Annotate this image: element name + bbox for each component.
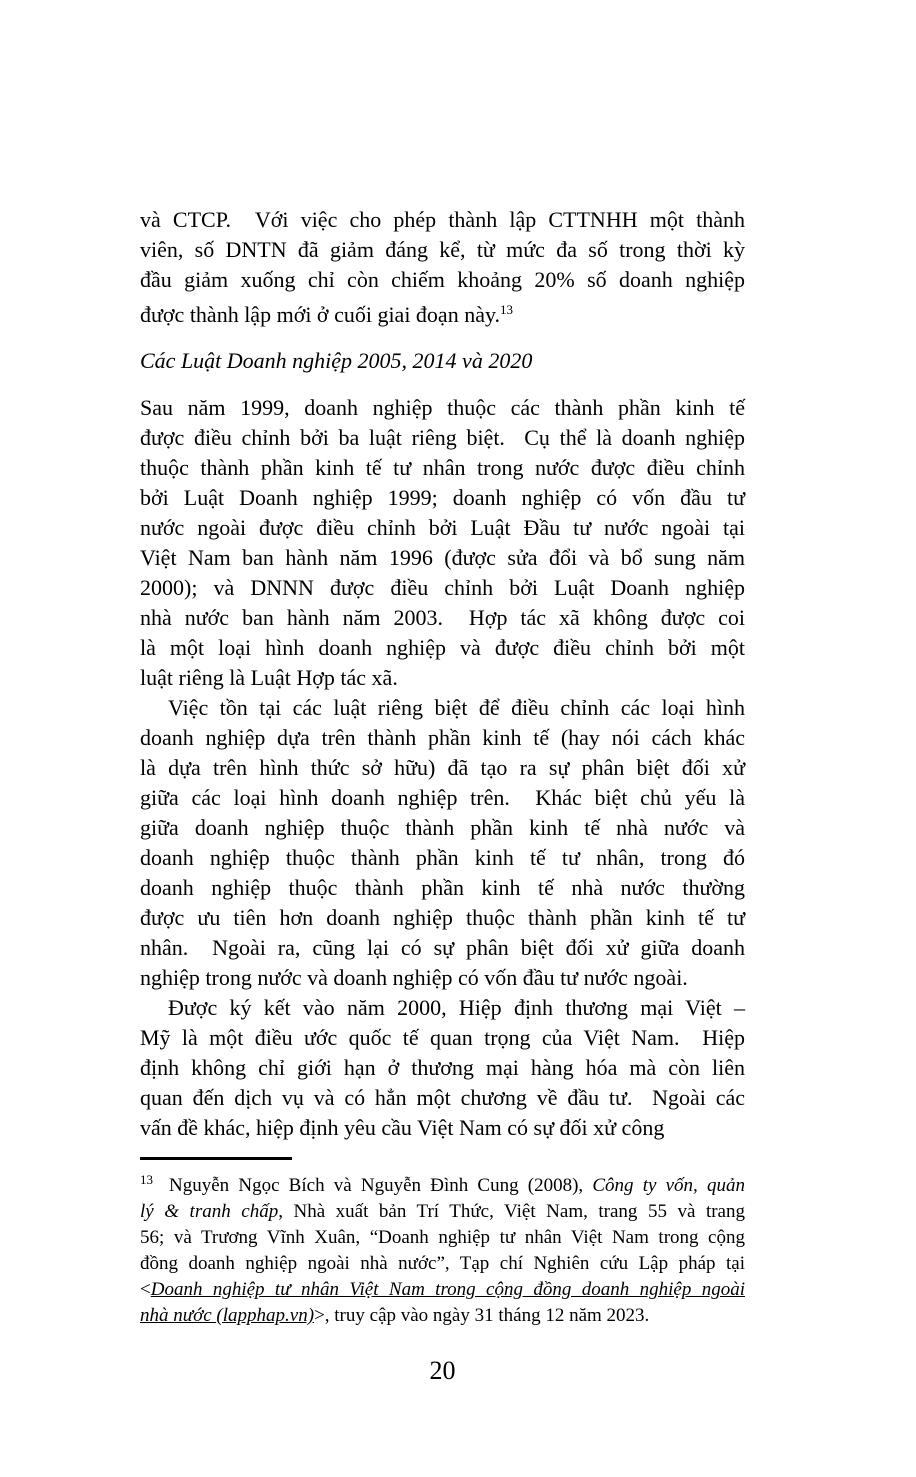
- footnote-text: , Nhà xuất bản Trí Thức, Việt Nam, trang 55 và trang: [278, 1201, 745, 1222]
- body-paragraph: [140, 693, 745, 993]
- text-line: thuộc thành phần kinh tế tư nhân trong nước được điều chỉnh: [140, 455, 745, 480]
- text-line: là một loại hình doanh nghiệp và được điều chỉnh bởi một: [140, 635, 745, 660]
- text-line: doanh nghiệp thuộc thành phần kinh tế nhà nước thường: [140, 875, 745, 900]
- body-paragraph: [140, 205, 745, 330]
- text-line: vấn đề khác, hiệp định yêu cầu Việt Nam có sự đối xử công: [140, 1115, 665, 1140]
- footnote-reference: 13: [500, 302, 514, 317]
- text-line: doanh nghiệp dựa trên thành phần kinh tế (hay nói cách khác: [140, 725, 745, 750]
- text-line-text: được thành lập mới ở cuối giai đoạn này.: [140, 302, 501, 327]
- text-line: bởi Luật Doanh nghiệp 1999; doanh nghiệp có vốn đầu tư: [140, 485, 745, 510]
- text-line: được ưu tiên hơn doanh nghiệp thuộc thành phần kinh tế tư: [140, 905, 745, 930]
- footnote-line: [140, 1167, 745, 1199]
- footnote-text: >, truy cập vào ngày 31 tháng 12 năm 2023.: [314, 1305, 650, 1326]
- footnote-text: <: [140, 1279, 151, 1300]
- body-paragraph: [140, 993, 745, 1143]
- footnote-line: 56; và Trương Vĩnh Xuân, “Doanh nghiệp tư nhân Việt Nam trong cộng: [140, 1227, 745, 1248]
- text-line: là dựa trên hình thức sở hữu) đã tạo ra sự phân biệt đối xử: [140, 755, 745, 780]
- text-line: Việt Nam ban hành năm 1996 (được sửa đổi và bổ sung năm: [140, 545, 745, 570]
- footnote-text: Nguyễn Ngọc Bích và Nguyễn Đình Cung (2008),: [169, 1175, 593, 1196]
- footnote-book-title: Công ty vốn, quản: [592, 1175, 745, 1196]
- text-line: Sau năm 1999, doanh nghiệp thuộc các thành phần kinh tế: [140, 395, 745, 420]
- text-line: nhân. Ngoài ra, cũng lại có sự phân biệt đối xử giữa doanh: [140, 935, 745, 960]
- footnote-line: [140, 1303, 745, 1329]
- text-line: luật riêng là Luật Hợp tác xã.: [140, 665, 398, 690]
- footnote: [140, 1167, 745, 1329]
- text-line: nhà nước ban hành năm 2003. Hợp tác xã không được coi: [140, 605, 745, 630]
- text-line: 2000); và DNNN được điều chỉnh bởi Luật Doanh nghiệp: [140, 575, 745, 600]
- text-column: [140, 205, 745, 1329]
- text-line: Mỹ là một điều ước quốc tế quan trọng của Việt Nam. Hiệp: [140, 1025, 745, 1050]
- section-heading: Các Luật Doanh nghiệp 2005, 2014 và 2020: [140, 348, 533, 373]
- text-line: nước ngoài được điều chỉnh bởi Luật Đầu tư nước ngoài tại: [140, 515, 745, 540]
- footnote-book-title: lý & tranh chấp: [140, 1201, 279, 1222]
- text-line: [140, 295, 745, 330]
- footnote-separator-rule: [140, 1157, 292, 1160]
- footnote-link[interactable]: Doanh nghiệp tư nhân Việt Nam trong cộng đồng doanh nghiệp ngoài: [150, 1279, 745, 1300]
- footnote-link[interactable]: nhà nước (lapphap.vn): [140, 1305, 315, 1326]
- text-line: viên, số DNTN đã giảm đáng kể, từ mức đa số trong thời kỳ: [140, 237, 745, 262]
- text-line: doanh nghiệp thuộc thành phần kinh tế tư nhân, trong đó: [140, 845, 745, 870]
- footnote-marker: 13: [140, 1172, 153, 1187]
- footnote-line: [140, 1199, 745, 1225]
- footnote-line: [140, 1277, 745, 1303]
- footnote-line: đồng doanh nghiệp ngoài nhà nước”, Tạp chí Nghiên cứu Lập pháp tại: [140, 1253, 745, 1274]
- text-line: giữa doanh nghiệp thuộc thành phần kinh tế nhà nước và: [140, 815, 745, 840]
- page-number: 20: [429, 1356, 456, 1385]
- text-line: và CTCP. Với việc cho phép thành lập CTTNHH một thành: [140, 207, 745, 232]
- body-paragraph: [140, 393, 745, 693]
- text-line: Việc tồn tại các luật riêng biệt để điều chỉnh các loại hình: [168, 695, 745, 720]
- text-line: đầu giảm xuống chỉ còn chiếm khoảng 20% số doanh nghiệp: [140, 267, 745, 292]
- text-line: được điều chỉnh bởi ba luật riêng biệt. Cụ thể là doanh nghiệp: [140, 425, 745, 450]
- text-line: giữa các loại hình doanh nghiệp trên. Khác biệt chủ yếu là: [140, 785, 745, 810]
- text-line: Được ký kết vào năm 2000, Hiệp định thương mại Việt –: [168, 995, 745, 1020]
- text-line: nghiệp trong nước và doanh nghiệp có vốn đầu tư nước ngoài.: [140, 965, 688, 990]
- text-line: quan đến dịch vụ và có hẳn một chương về đầu tư. Ngoài các: [140, 1085, 745, 1110]
- text-line: định không chỉ giới hạn ở thương mại hàng hóa mà còn liên: [140, 1055, 745, 1080]
